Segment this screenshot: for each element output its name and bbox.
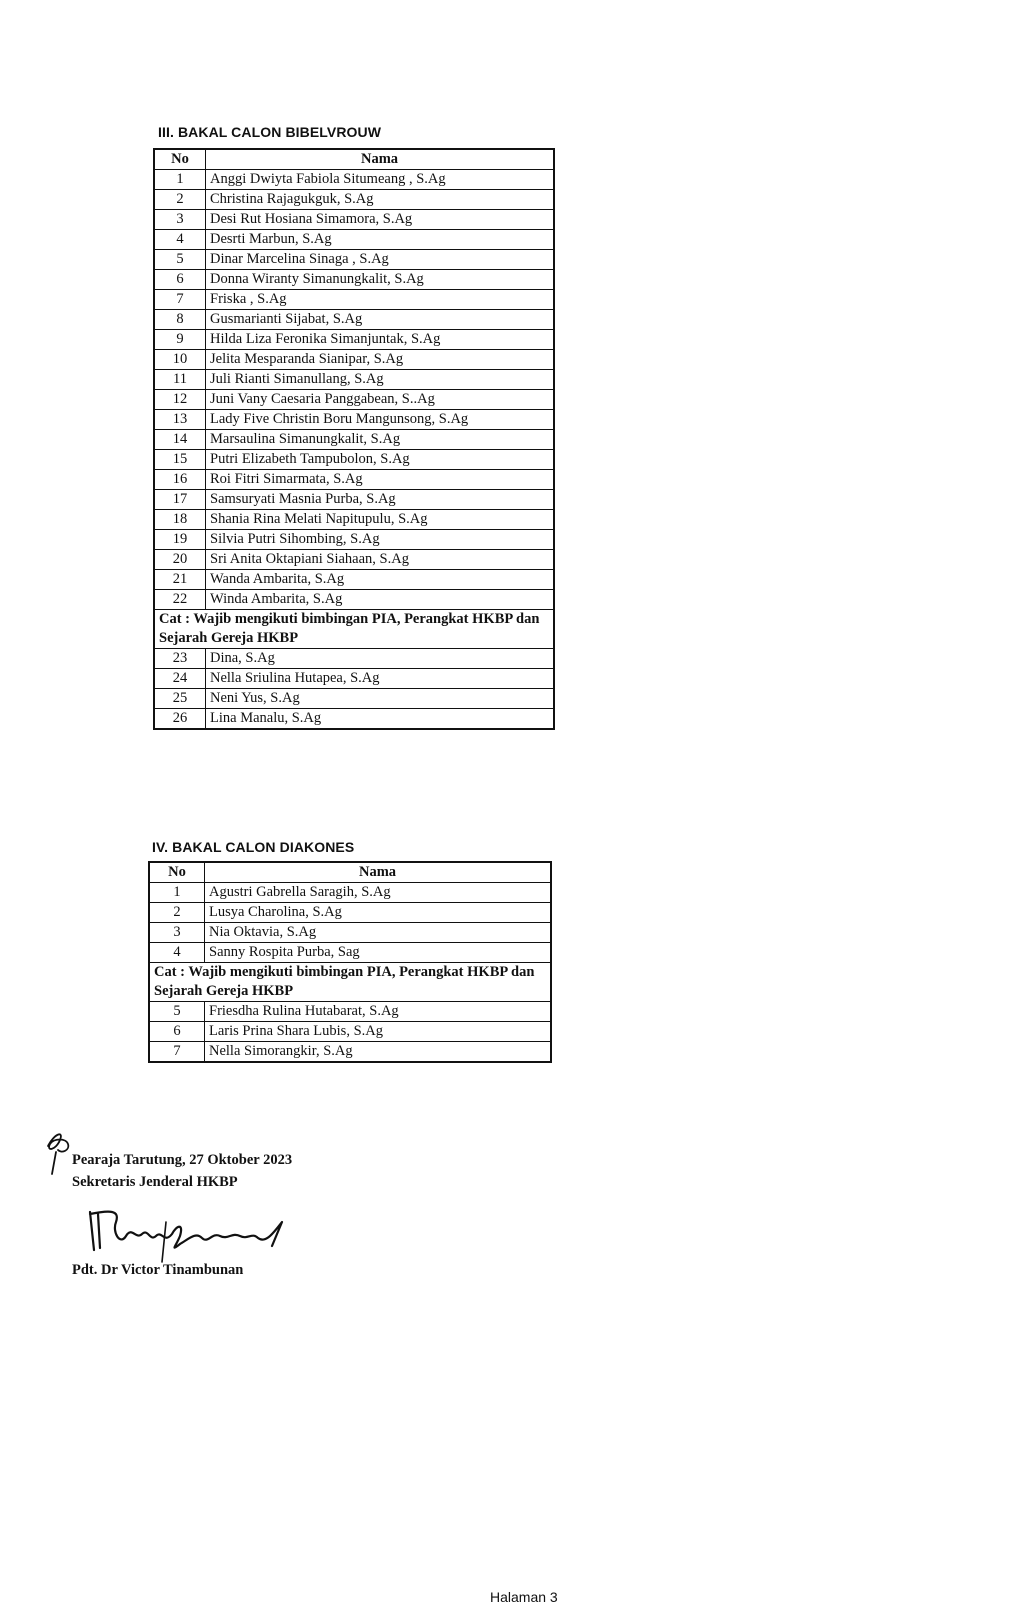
candidate-name: Hilda Liza Feronika Simanjuntak, S.Ag bbox=[206, 330, 555, 350]
row-number: 19 bbox=[154, 530, 206, 550]
row-number: 5 bbox=[149, 1002, 205, 1022]
row-number: 6 bbox=[149, 1022, 205, 1042]
table-row bbox=[154, 570, 554, 590]
candidate-name: Friska , S.Ag bbox=[206, 290, 555, 310]
table-row bbox=[154, 390, 554, 410]
note-row bbox=[149, 963, 551, 1002]
table-row bbox=[149, 923, 551, 943]
candidate-name: Silvia Putri Sihombing, S.Ag bbox=[206, 530, 555, 550]
table-row bbox=[154, 669, 554, 689]
column-header-no: No bbox=[154, 149, 206, 170]
row-number: 11 bbox=[154, 370, 206, 390]
candidate-name: Sanny Rospita Purba, Sag bbox=[205, 943, 552, 963]
section-title-bibelvrouw: III. BAKAL CALON BIBELVROUW bbox=[158, 124, 382, 140]
row-number: 4 bbox=[149, 943, 205, 963]
table-row bbox=[154, 350, 554, 370]
candidate-name: Shania Rina Melati Napitupulu, S.Ag bbox=[206, 510, 555, 530]
table-row bbox=[154, 170, 554, 190]
column-header-name: Nama bbox=[206, 149, 555, 170]
table-header-row bbox=[154, 149, 554, 170]
candidate-name: Dinar Marcelina Sinaga , S.Ag bbox=[206, 250, 555, 270]
table-row bbox=[154, 270, 554, 290]
row-number: 14 bbox=[154, 430, 206, 450]
candidate-name: Agustri Gabrella Saragih, S.Ag bbox=[205, 883, 552, 903]
row-number: 15 bbox=[154, 450, 206, 470]
row-number: 22 bbox=[154, 590, 206, 610]
candidate-name: Gusmarianti Sijabat, S.Ag bbox=[206, 310, 555, 330]
table-row bbox=[154, 510, 554, 530]
handwritten-signature bbox=[80, 1192, 300, 1272]
row-number: 1 bbox=[154, 170, 206, 190]
note-row bbox=[154, 610, 554, 649]
table-row bbox=[154, 410, 554, 430]
candidate-name: Lina Manalu, S.Ag bbox=[206, 709, 555, 730]
table-row bbox=[149, 1042, 551, 1063]
row-number: 2 bbox=[149, 903, 205, 923]
row-number: 4 bbox=[154, 230, 206, 250]
column-header-no: No bbox=[149, 862, 205, 883]
row-number: 23 bbox=[154, 649, 206, 669]
candidate-name: Christina Rajagukguk, S.Ag bbox=[206, 190, 555, 210]
candidate-name: Putri Elizabeth Tampubolon, S.Ag bbox=[206, 450, 555, 470]
candidate-name: Friesdha Rulina Hutabarat, S.Ag bbox=[205, 1002, 552, 1022]
row-number: 24 bbox=[154, 669, 206, 689]
row-number: 12 bbox=[154, 390, 206, 410]
candidate-name: Desrti Marbun, S.Ag bbox=[206, 230, 555, 250]
diakones-table bbox=[148, 861, 552, 1063]
candidate-name: Desi Rut Hosiana Simamora, S.Ag bbox=[206, 210, 555, 230]
row-number: 9 bbox=[154, 330, 206, 350]
candidate-name: Dina, S.Ag bbox=[206, 649, 555, 669]
candidate-name: Laris Prina Shara Lubis, S.Ag bbox=[205, 1022, 552, 1042]
candidate-name: Jelita Mesparanda Sianipar, S.Ag bbox=[206, 350, 555, 370]
row-number: 10 bbox=[154, 350, 206, 370]
candidate-name: Neni Yus, S.Ag bbox=[206, 689, 555, 709]
table-row bbox=[154, 290, 554, 310]
table-row bbox=[154, 370, 554, 390]
table-note: Cat : Wajib mengikuti bimbingan PIA, Perangkat HKBP dan Sejarah Gereja HKBP bbox=[154, 610, 554, 649]
table-header-row bbox=[149, 862, 551, 883]
bibelvrouw-table bbox=[153, 148, 555, 730]
table-row bbox=[154, 250, 554, 270]
candidate-name: Juni Vany Caesaria Panggabean, S..Ag bbox=[206, 390, 555, 410]
row-number: 26 bbox=[154, 709, 206, 730]
table-row bbox=[154, 190, 554, 210]
row-number: 25 bbox=[154, 689, 206, 709]
row-number: 3 bbox=[149, 923, 205, 943]
table-row bbox=[154, 210, 554, 230]
row-number: 7 bbox=[149, 1042, 205, 1063]
candidate-name: Wanda Ambarita, S.Ag bbox=[206, 570, 555, 590]
signer-position: Sekretaris Jenderal HKBP bbox=[72, 1174, 238, 1190]
table-row bbox=[149, 1022, 551, 1042]
table-row bbox=[154, 310, 554, 330]
row-number: 3 bbox=[154, 210, 206, 230]
row-number: 18 bbox=[154, 510, 206, 530]
table-row bbox=[154, 430, 554, 450]
section-title-diakones: IV. BAKAL CALON DIAKONES bbox=[152, 839, 355, 855]
table-row bbox=[154, 490, 554, 510]
row-number: 7 bbox=[154, 290, 206, 310]
table-row bbox=[154, 450, 554, 470]
table-row bbox=[154, 550, 554, 570]
row-number: 21 bbox=[154, 570, 206, 590]
paraf-mark bbox=[40, 1124, 80, 1179]
table-row bbox=[149, 1002, 551, 1022]
table-row bbox=[154, 709, 554, 730]
table-row bbox=[154, 330, 554, 350]
candidate-name: Anggi Dwiyta Fabiola Situmeang , S.Ag bbox=[206, 170, 555, 190]
candidate-name: Lady Five Christin Boru Mangunsong, S.Ag bbox=[206, 410, 555, 430]
candidate-name: Sri Anita Oktapiani Siahaan, S.Ag bbox=[206, 550, 555, 570]
candidate-name: Lusya Charolina, S.Ag bbox=[205, 903, 552, 923]
column-header-name: Nama bbox=[205, 862, 552, 883]
row-number: 6 bbox=[154, 270, 206, 290]
row-number: 20 bbox=[154, 550, 206, 570]
candidate-name: Marsaulina Simanungkalit, S.Ag bbox=[206, 430, 555, 450]
candidate-name: Roi Fitri Simarmata, S.Ag bbox=[206, 470, 555, 490]
row-number: 2 bbox=[154, 190, 206, 210]
table-row bbox=[154, 470, 554, 490]
table-row bbox=[154, 530, 554, 550]
candidate-name: Nella Simorangkir, S.Ag bbox=[205, 1042, 552, 1063]
table-row bbox=[154, 649, 554, 669]
page-number: Halaman 3 bbox=[490, 1589, 558, 1605]
row-number: 5 bbox=[154, 250, 206, 270]
table-row bbox=[149, 943, 551, 963]
table-row bbox=[154, 689, 554, 709]
candidate-name: Samsuryati Masnia Purba, S.Ag bbox=[206, 490, 555, 510]
candidate-name: Donna Wiranty Simanungkalit, S.Ag bbox=[206, 270, 555, 290]
table-row bbox=[149, 903, 551, 923]
place-date: Pearaja Tarutung, 27 Oktober 2023 bbox=[72, 1152, 293, 1168]
row-number: 8 bbox=[154, 310, 206, 330]
signer-name: Pdt. Dr Victor Tinambunan bbox=[72, 1262, 244, 1278]
candidate-name: Winda Ambarita, S.Ag bbox=[206, 590, 555, 610]
candidate-name: Juli Rianti Simanullang, S.Ag bbox=[206, 370, 555, 390]
table-row bbox=[154, 230, 554, 250]
table-row bbox=[149, 883, 551, 903]
table-row bbox=[154, 590, 554, 610]
row-number: 17 bbox=[154, 490, 206, 510]
row-number: 1 bbox=[149, 883, 205, 903]
row-number: 16 bbox=[154, 470, 206, 490]
candidate-name: Nella Sriulina Hutapea, S.Ag bbox=[206, 669, 555, 689]
table-note: Cat : Wajib mengikuti bimbingan PIA, Perangkat HKBP dan Sejarah Gereja HKBP bbox=[149, 963, 551, 1002]
row-number: 13 bbox=[154, 410, 206, 430]
candidate-name: Nia Oktavia, S.Ag bbox=[205, 923, 552, 943]
